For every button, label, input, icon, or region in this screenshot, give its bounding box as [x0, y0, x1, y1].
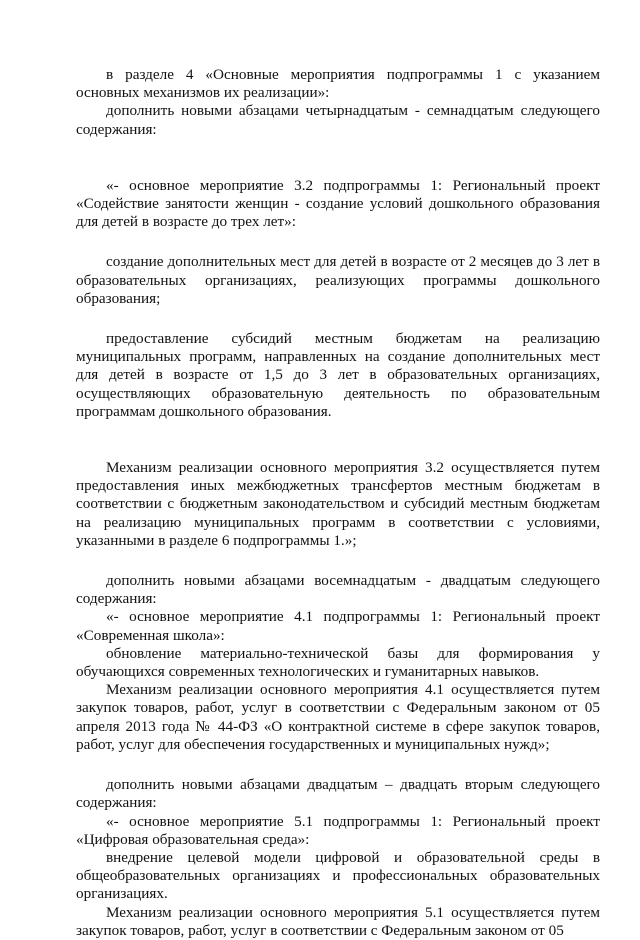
spacer — [76, 231, 600, 253]
spacer — [76, 550, 600, 572]
paragraph-mechanism-5-1: Механизм реализации основного мероприятия 5.1 осуществляется путем закупок товаров, работ, услуг в соответствии с Федеральным законом от 05 — [76, 903, 600, 939]
paragraph-activity-5-1: «- основное мероприятие 5.1 подпрограммы 1: Региональный проект «Цифровая образовательная среда»: — [76, 812, 600, 848]
paragraph-add-14-17: дополнить новыми абзацами четырнадцатым - семнадцатым следующего содержания: — [76, 102, 600, 138]
paragraph-create-places: создание дополнительных мест для детей в возрасте от 2 месяцев до 3 лет в образовательных организациях, реализующих программы дошкольного образования; — [76, 253, 600, 307]
spacer — [76, 754, 600, 776]
paragraph-digital-model: внедрение целевой модели цифровой и образовательной среды в общеобразовательных организациях и профессиональных образовательных организациях. — [76, 848, 600, 903]
paragraph-add-18-20: дополнить новыми абзацами восемнадцатым - двадцатым следующего содержания: — [76, 572, 600, 608]
paragraph-activity-4-1: «- основное мероприятие 4.1 подпрограммы 1: Региональный проект «Современная школа»: — [76, 608, 600, 644]
spacer — [76, 421, 600, 459]
paragraph-activity-3-2: «- основное мероприятие 3.2 подпрограммы 1: Региональный проект «Содействие занятости женщин - создание условий дошкольного образования для детей в возрасте до трех лет»: — [76, 176, 600, 231]
paragraph-mechanism-4-1: Механизм реализации основного мероприятия 4.1 осуществляется путем закупок товаров, работ, услуг в соответствии с Федеральным законом от 05 апреля 2013 года № 44-ФЗ «О контрактной системе в сфере закупок товаров, работ, услуг для обеспечения государственных и муниципальных нужд»; — [76, 681, 600, 753]
paragraph-update-base: обновление материально-технической базы для формирования у обучающихся современных технологических и гуманитарных навыков. — [76, 644, 600, 681]
document-page — [76, 66, 600, 940]
paragraph-subsidies: предоставление субсидий местным бюджетам на реализацию муниципальных программ, направленных на создание дополнительных мест для детей в возрасте от 1,5 до 3 лет в образовательных организациях, осуществляющих образовательную деятельность по образовательным программам дошкольного образования. — [76, 330, 600, 420]
paragraph-section4-intro: в разделе 4 «Основные мероприятия подпрограммы 1 с указанием основных механизмов их реализации»: — [76, 66, 600, 102]
spacer — [76, 308, 600, 330]
paragraph-mechanism-3-2: Механизм реализации основного мероприятия 3.2 осуществляется путем предоставления иных межбюджетных трансфертов местным бюджетам в соответствии с бюджетным законодательством и субсидий местным бюджетам на реализацию муниципальных программ в соответствии с условиями, указанными в разделе 6 подпрограммы 1.»; — [76, 459, 600, 549]
spacer — [76, 139, 600, 177]
paragraph-add-20-22: дополнить новыми абзацами двадцатым – двадцать вторым следующего содержания: — [76, 776, 600, 812]
